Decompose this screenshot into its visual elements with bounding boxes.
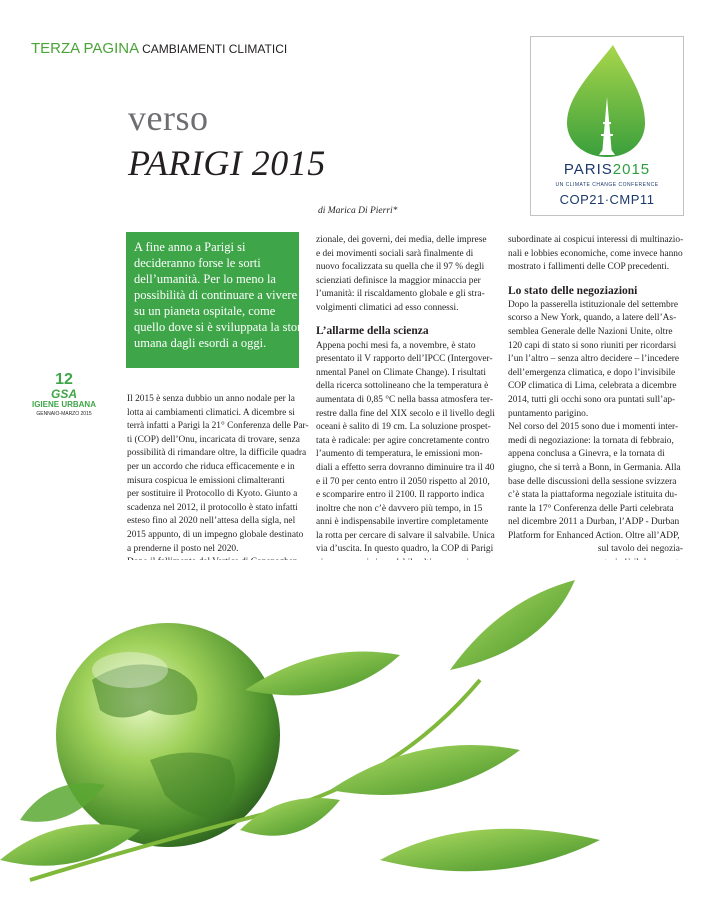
text-line: la rotta per cercare di salvare il salvabile. Unica [316, 530, 495, 541]
text-line: rante la 17° Conferenza delle Parti celebrata [508, 503, 674, 514]
text-line: nali e lobbies economiche, come invece hanno [508, 248, 683, 259]
text-line: subordinate ai cospicui interessi di multinazio- [508, 235, 684, 245]
text-line: inoltre che non c’è davvero più tempo, in 15 [316, 503, 483, 514]
lead-line: dell’umanità. Per lo meno la [134, 272, 276, 286]
text-line: l’umanità: il riscaldamento globale e gli stra- [316, 289, 485, 300]
text-line: mostrato i fallimenti delle COP precedenti. [508, 262, 670, 273]
text-line: l’aumento di temperatura, le emissioni mon- [316, 449, 483, 460]
lead-line: umana dagli esordi a oggi. [134, 336, 267, 350]
text-line: l’un l’altro – senza altro decidere – l’incedere [508, 354, 680, 365]
logo-cop: COP21·CMP11 [559, 192, 655, 207]
text-line: volgimenti climatici ad esso connessi. [316, 302, 459, 313]
text-line: dell’emergenza climatica, e dopo l’invisibile [508, 367, 676, 378]
leaf-drop-icon [531, 37, 683, 161]
text-line: oceani è salito di 19 cm. La soluzione prospet- [316, 422, 491, 433]
text-line: e il 70 per cento entro il 2050 rispetto al 2010, [316, 476, 490, 487]
text-line: medi di negoziazione: la tornata di febbraio, [508, 435, 674, 446]
page-badge [29, 372, 99, 418]
text-line: scorso a New York, quando, a latere dell’As- [508, 313, 677, 324]
text-line: nel dicembre 2011 a Durban, l’ADP - Durban [508, 517, 680, 528]
text-line: anni è indispensabile invertire completamente [316, 517, 489, 528]
paragraph [508, 299, 683, 421]
text-line: per sostituire il Protocollo di Kyoto. Giunto a [127, 489, 298, 500]
text-line: diali a effetto serra dovranno diminuire tra il 40 [316, 462, 495, 473]
section-title: TERZA PAGINA [31, 40, 140, 57]
section-header [31, 40, 287, 58]
text-line: ti (COP) dell’Onu, incaricata di trovare, senza [127, 434, 300, 445]
paragraph [508, 234, 683, 275]
text-line: 2014, tutti gli occhi sono ora puntati sull’ap- [508, 394, 676, 405]
text-line: Appena pochi mesi fa, a novembre, è stato [316, 340, 476, 351]
gsa-logo: GSA [50, 387, 77, 401]
title-line-1: verso [128, 98, 209, 138]
text-line: 120 capi di stato si sono riuniti per ricordarsi [508, 340, 677, 351]
text-line: scadenza nel 2012, il protocollo è stato infatti [127, 502, 298, 513]
text-line: Dopo la passerella istituzionale del settembre [508, 299, 678, 310]
logo-paris: PARIS2015 [563, 161, 651, 178]
logo-tagline: UN CLIMATE CHANGE CONFERENCE [555, 182, 659, 188]
text-line: tata è radicale: per agire concretamente contro [316, 435, 490, 446]
text-line: possibilità di rimandare oltre, la difficile quadra [127, 448, 307, 459]
text-line: COP climatica di Lima, celebrata a dicembre [508, 381, 677, 392]
text-line: via d’uscita. In questo quadro, la COP di Parigi [316, 544, 494, 555]
text-line: Nel corso del 2015 sono due i momenti inter- [508, 422, 679, 433]
text-line: giugno, che si terrà a Bonn, in Germania. Alla [508, 462, 681, 473]
text-line: sul tavolo dei negozia- [597, 544, 683, 555]
subheading-science: L’allarme della scienza [316, 324, 429, 337]
text-line: presentato il V rapporto dell’IPCC (Intergover- [316, 354, 493, 365]
page-number: 12 [55, 371, 73, 388]
text-line: zionale, dei governi, dei media, delle imprese [316, 235, 487, 245]
lead-text [134, 239, 311, 351]
issue-date: GENNAIO-MARZO 2015 [36, 411, 92, 417]
subheading-negotiations: Lo stato delle negoziazioni [508, 284, 638, 297]
text-line: semblea Generale delle Nazioni Unite, oltre [508, 326, 673, 337]
text-line: c’è stata la piattaforma negoziale istituita du- [508, 490, 678, 501]
text-line: terrà infatti a Parigi la 21° Conferenza delle Par- [127, 421, 309, 432]
text-line: a prenderne il posto nel 2020. [127, 543, 239, 554]
text-line: della ricerca sottolineano che la temperatura è [316, 381, 489, 392]
byline: di Marica Di Pierri* [318, 206, 398, 216]
paragraph [316, 234, 493, 316]
text-line: misura cospicua le emissioni climalteranti [127, 475, 285, 486]
lead-line: decideranno forse le sorti [134, 256, 261, 270]
cop21-logo [530, 36, 684, 216]
section-subtitle: CAMBIAMENTI CLIMATICI [142, 42, 288, 56]
lead-line: su un pianeta ospitale, come [134, 304, 276, 318]
lead-line: possibilità di continuare a vivere [134, 288, 298, 302]
text-line: Platform for Enhanced Action. Oltre all’ADP, [508, 530, 680, 541]
text-line: e dei movimenti sociali sarà finalmente di [316, 248, 474, 259]
lead-line: quello dove si è sviluppata la storia [134, 320, 311, 334]
globe-plant-photo [0, 560, 726, 900]
text-line: restre dalla fine del XIX secolo e il livello degli [316, 408, 495, 419]
text-line: puntamento parigino. [508, 408, 589, 419]
text-line: nuovo focalizzata su quella che il 97 % degli [316, 262, 485, 273]
magazine-name: IGIENE URBANA [31, 400, 96, 409]
lead-line: A fine anno a Parigi si [134, 240, 246, 254]
text-line: esteso fino al 2020 nell’attesa della sigla, nel [127, 516, 296, 527]
text-line: e scomparire entro il 2100. Il rapporto indica [316, 490, 485, 501]
title-line-2: PARIGI 2015 [128, 143, 326, 183]
text-line: 2015 appunto, di un impegno globale destinato [127, 529, 304, 540]
text-line: scienziati definisce la maggior minaccia per [316, 275, 481, 286]
text-line: lotta ai cambiamenti climatici. A dicembre si [127, 407, 295, 418]
text-line: nmental Panel on Climate Change). I risultati [316, 367, 487, 378]
paragraph [127, 393, 309, 556]
text-line: aumentata di 0,85 °C nella bassa atmosfera ter- [316, 394, 493, 405]
text-line: Il 2015 è senza dubbio un anno nodale per la [127, 394, 295, 404]
text-line: per un accordo che riduca efficacemente e in [127, 461, 295, 472]
text-line: appena conclusa a Ginevra, e la tornata di [508, 449, 665, 460]
text-line: base delle discussioni della sessione svizzera [508, 476, 677, 487]
